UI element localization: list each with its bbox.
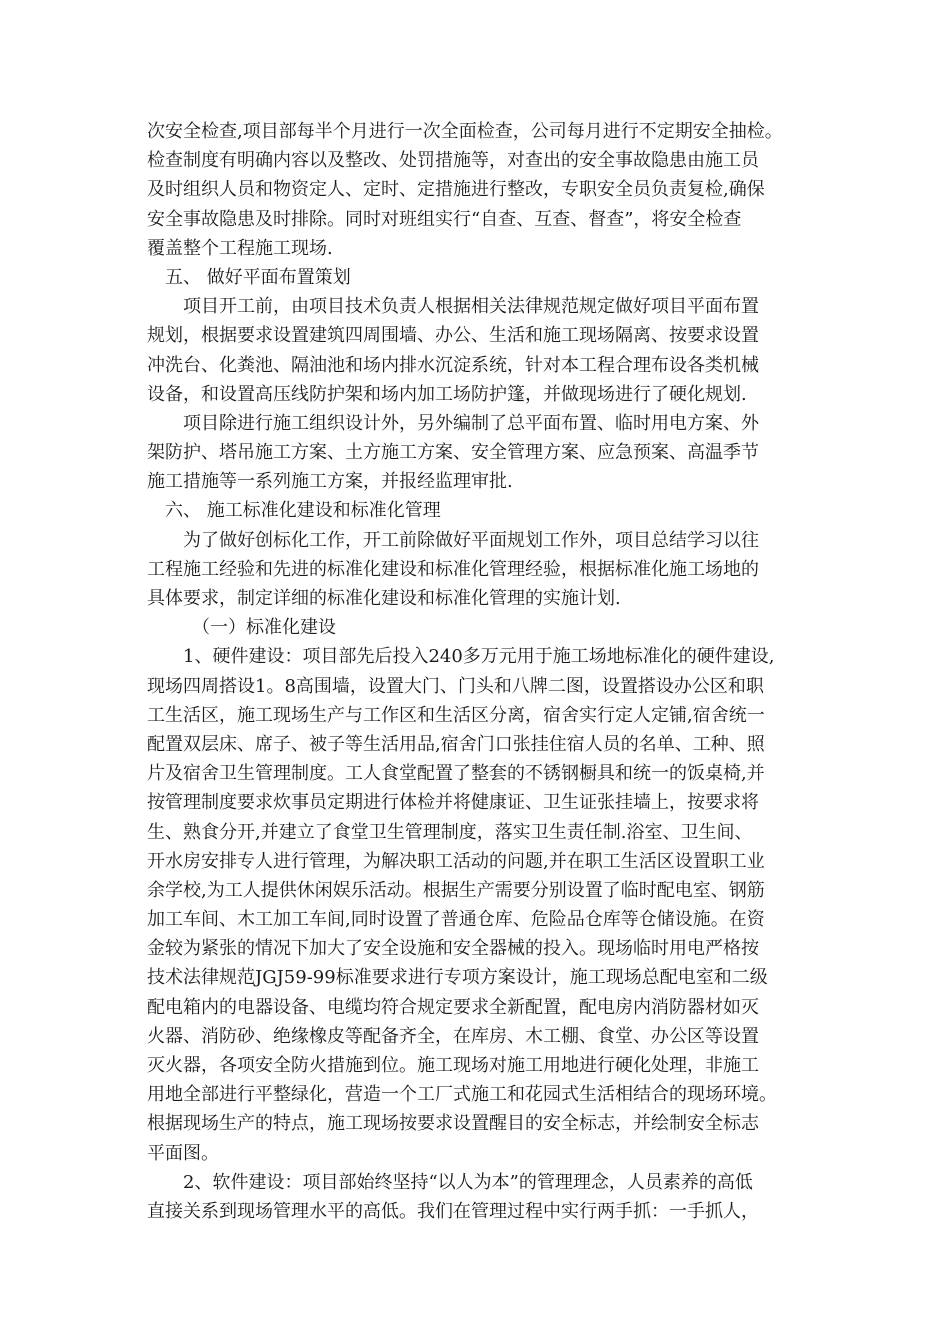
text-line: 按管理制度要求炊事员定期进行体检并将健康证、卫生证张挂墙上，按要求将 <box>147 792 759 814</box>
text-line: 架防护、塔吊施工方案、土方施工方案、安全管理方案、应急预案、高温季节 <box>147 442 759 464</box>
text-line: 余学校,为工人提供休闲娱乐活动。根据生产需要分别设置了临时配电室、钢筋 <box>147 879 765 901</box>
text-line: 为了做好创标化工作，开工前除做好平面规划工作外，项目总结学习以往 <box>183 529 759 551</box>
text-line: 灭火器，各项安全防火措施到位。施工现场对施工用地进行硬化处理，非施工 <box>147 1055 759 1076</box>
text-line: 根据现场生产的特点，施工现场按要求设置醒目的安全标志，并绘制安全标志 <box>147 1113 759 1135</box>
document-body <box>147 117 807 1226</box>
text-line: 覆盖整个工程施工现场. <box>147 237 333 259</box>
text-line: 项目除进行施工组织设计外，另外编制了总平面布置、临时用电方案、外 <box>183 412 759 434</box>
text-line: 金较为紧张的情况下加大了安全设施和安全器械的投入。现场临时用电严格按 <box>147 938 759 960</box>
subsection-heading: （一）标准化建设 <box>192 617 336 639</box>
text-line: 生、熟食分开,并建立了食堂卫生管理制度，落实卫生责任制.浴室、卫生间、 <box>147 821 753 843</box>
text-line: 开水房安排专人进行管理，为解决职工活动的问题,并在职工生活区设置职工业 <box>147 850 765 872</box>
text-line: 工程施工经验和先进的标准化建设和标准化管理经验，根据标准化施工场地的 <box>147 558 759 580</box>
text-line: 工生活区，施工现场生产与工作区和生活区分离，宿舍实行定人定铺,宿舍统一 <box>147 704 765 726</box>
section-heading: 六、 施工标准化建设和标准化管理 <box>165 500 441 522</box>
text-line: 现场四周搭设1。8高围墙，设置大门、门头和八牌二图，设置搭设办公区和职 <box>147 675 764 697</box>
text-line: 项目开工前，由项目技术负责人根据相关法律规范规定做好项目平面布置 <box>183 296 759 318</box>
text-line: 次安全检查,项目部每半个月进行一次全面检查，公司每月进行不定期安全抽检。 <box>147 121 783 142</box>
text-line: 平面图。 <box>147 1142 219 1164</box>
text-line: 加工车间、木工加工车间,同时设置了普通仓库、危险品仓库等仓储设施。在资 <box>147 909 765 931</box>
text-line: 检查制度有明确内容以及整改、处罚措施等，对查出的安全事故隐患由施工员 <box>147 150 759 172</box>
text-line: 技术法律规范JGJ59-99标准要求进行专项方案设计，施工现场总配电室和二级 <box>147 967 768 989</box>
text-line: 火器、消防砂、绝缘橡皮等配备齐全，在库房、木工棚、食堂、办公区等设置 <box>147 1025 759 1047</box>
text-line: 配置双层床、席子、被子等生活用品,宿舍门口张挂住宿人员的名单、工种、照 <box>147 733 765 755</box>
text-line: 及时组织人员和物资定人、定时、定措施进行整改，专职安全员负责复检,确保 <box>147 179 765 201</box>
text-line: 冲洗台、化粪池、隔油池和场内排水沉淀系统，针对本工程合理布设各类机械 <box>147 354 759 376</box>
text-line: 片及宿舍卫生管理制度。工人食堂配置了整套的不锈钢橱具和统一的饭桌椅,并 <box>147 763 765 785</box>
text-line: 1、硬件建设：项目部先后投入240多万元用于施工场地标准化的硬件建设, <box>183 646 775 668</box>
text-line: 规划，根据要求设置建筑四周围墙、办公、生活和施工现场隔离、按要求设置 <box>147 325 759 347</box>
section-heading: 五、 做好平面布置策划 <box>165 266 351 288</box>
text-line: 2、软件建设：项目部始终坚持“以人为本”的管理理念，人员素养的高低 <box>183 1171 753 1193</box>
text-line: 设备，和设置高压线防护架和场内加工场防护篷，并做现场进行了硬化规划. <box>147 383 747 405</box>
text-line: 安全事故隐患及时排除。同时对班组实行“自查、互查、督查”，将安全检查 <box>147 208 742 230</box>
text-line: 施工措施等一系列施工方案，并报经监理审批. <box>147 471 513 493</box>
text-line: 直接关系到现场管理水平的高低。我们在管理过程中实行两手抓：一手抓人， <box>147 1200 759 1222</box>
text-line: 具体要求，制定详细的标准化建设和标准化管理的实施计划. <box>147 588 621 609</box>
text-line: 配电箱内的电器设备、电缆均符合规定要求全新配置，配电房内消防器材如灭 <box>147 996 759 1018</box>
text-line: 用地全部进行平整绿化，营造一个工厂式施工和花园式生活相结合的现场环境。 <box>147 1084 777 1106</box>
